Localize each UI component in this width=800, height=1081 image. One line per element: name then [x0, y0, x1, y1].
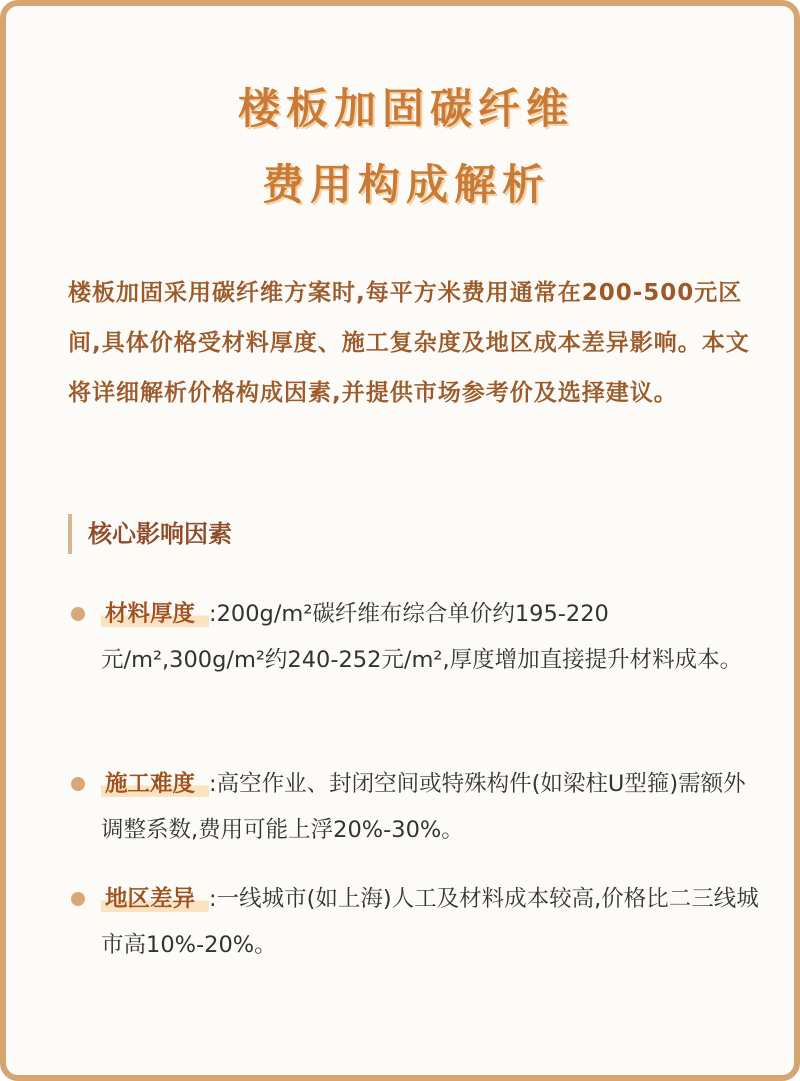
- item-text: :高空作业、封闭空间或特殊构件(如梁柱U型箍)需额外调整系数,费用可能上浮20%-30%。: [101, 771, 746, 843]
- bullet-icon: [71, 607, 85, 621]
- bullet-icon: [71, 892, 85, 906]
- section-heading: 核心影响因素: [68, 514, 232, 554]
- intro-paragraph: 楼板加固采用碳纤维方案时,每平方米费用通常在200-500元区间,具体价格受材料厚度、施工复杂度及地区成本差异影响。本文将详细解析价格构成因素,并提供市场参考价及选择建议。: [68, 280, 750, 406]
- list-item: [101, 591, 761, 683]
- title-line-2: 费用构成解析: [261, 160, 550, 209]
- bullet-icon: [71, 777, 85, 791]
- item-text: :一线城市(如上海)人工及材料成本较高,价格比二三线城市高10%-20%。: [101, 886, 759, 958]
- list-item: [101, 761, 761, 853]
- item-label: 施工难度: [101, 771, 209, 797]
- title-line-1: 楼板加固碳纤维: [237, 84, 574, 133]
- item-label: 地区差异: [101, 886, 209, 912]
- list-item: [101, 876, 761, 968]
- item-label: 材料厚度: [101, 601, 209, 627]
- item-text: :200g/m²碳纤维布综合单价约195-220元/m²,300g/m²约240-252元/m²,厚度增加直接提升材料成本。: [101, 601, 743, 673]
